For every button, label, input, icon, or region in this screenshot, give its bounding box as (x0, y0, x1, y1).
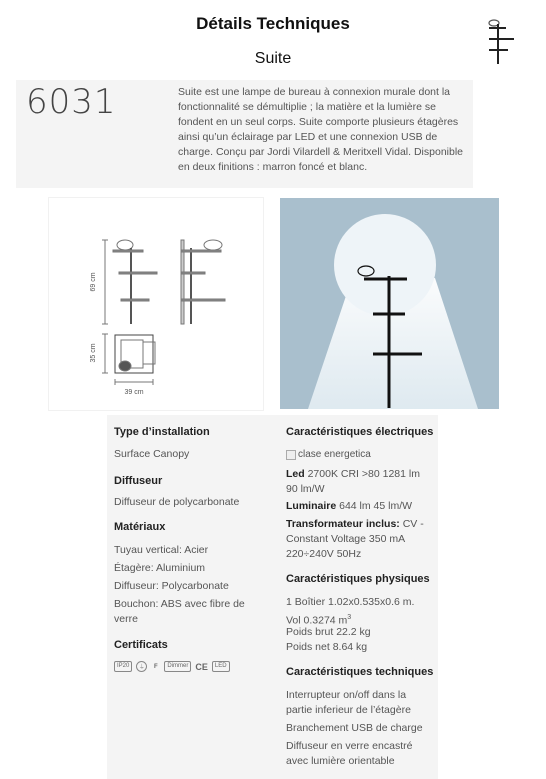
height-bottom-label: 35 cm (90, 343, 97, 363)
energy-class-image (286, 449, 371, 460)
product-illustration (280, 198, 499, 409)
dimmer-badge: Dimmer (164, 661, 191, 672)
technical-heading: Caractéristiques techniques (286, 666, 434, 678)
transformer-spec: Transformateur inclus: CV - Constant Voltage 350 mA 220÷240V 50Hz (286, 518, 424, 560)
material-item: Tuyau vertical: Acier (114, 544, 209, 556)
materials-heading: Matériaux (114, 521, 166, 533)
width-label: 39 cm (124, 389, 144, 396)
energy-class-alt: clase energetica (298, 449, 371, 460)
product-name: Suite (254, 50, 292, 67)
led-badge: LED (212, 661, 230, 672)
f-mark-icon: F (154, 663, 158, 670)
ip20-badge: IP20 (114, 661, 132, 672)
material-item: Diffuseur: Polycarbonate (114, 580, 229, 592)
material-item: Étagère: Aluminium (114, 562, 206, 574)
diffuser-value: Diffuseur de polycarbonate (114, 496, 240, 508)
material-item: Bouchon: ABS avec fibre de verre (114, 598, 245, 625)
dimension-drawing (49, 198, 263, 410)
ground-icon: ⏚ (136, 661, 147, 672)
box-dimensions: 1 Boîtier 1.02x0.535x0.6 m. (286, 596, 415, 608)
ce-mark: CE (195, 661, 208, 672)
specifications-panel (107, 415, 438, 779)
broken-image-icon (286, 450, 296, 460)
height-top-label: 69 cm (90, 272, 97, 292)
model-number: 6031 (26, 82, 117, 122)
lamp-silhouette-icon (484, 18, 516, 66)
page-title: Détails Techniques (196, 14, 350, 33)
gross-weight: Poids brut 22.2 kg (286, 626, 371, 638)
diffuser-heading: Diffuseur (114, 475, 163, 487)
installation-heading: Type d’installation (114, 426, 210, 438)
product-description: Suite est une lampe de bureau à connexion murale dont la fonctionnalité se démultiplie ; la matière et la lumière se fondent en un seul corps. Suite comporte plusieurs étagères ainsi qu’un éclairage par LED et une connexion USB de charge. Conçu par Jordi Vilardell & Meritxell Vidal. Disponible en deux finitions : marron foncé et blanc. (178, 86, 464, 173)
certificate-badges (114, 661, 230, 672)
luminaire-spec: Luminaire 644 lm 45 lm/W (286, 500, 413, 512)
led-spec: Led 2700K CRI >80 1281 lm 90 lm/W (286, 468, 420, 495)
intro-panel (16, 80, 473, 188)
volume: Vol 0.3274 $m^3$ (286, 614, 352, 627)
technical-item: Branchement USB de charge (286, 722, 423, 734)
net-weight: Poids net 8.64 kg (286, 641, 368, 653)
physical-heading: Caractéristiques physiques (286, 573, 430, 585)
technical-item: Diffuseur en verre encastré avec lumière orientable (286, 740, 413, 767)
technical-item: Interrupteur on/off dans la partie inferieur de l’étagère (286, 689, 411, 716)
certificates-heading: Certificats (114, 639, 168, 651)
installation-value: Surface Canopy (114, 448, 190, 460)
electrical-heading: Caractéristiques électriques (286, 426, 434, 438)
